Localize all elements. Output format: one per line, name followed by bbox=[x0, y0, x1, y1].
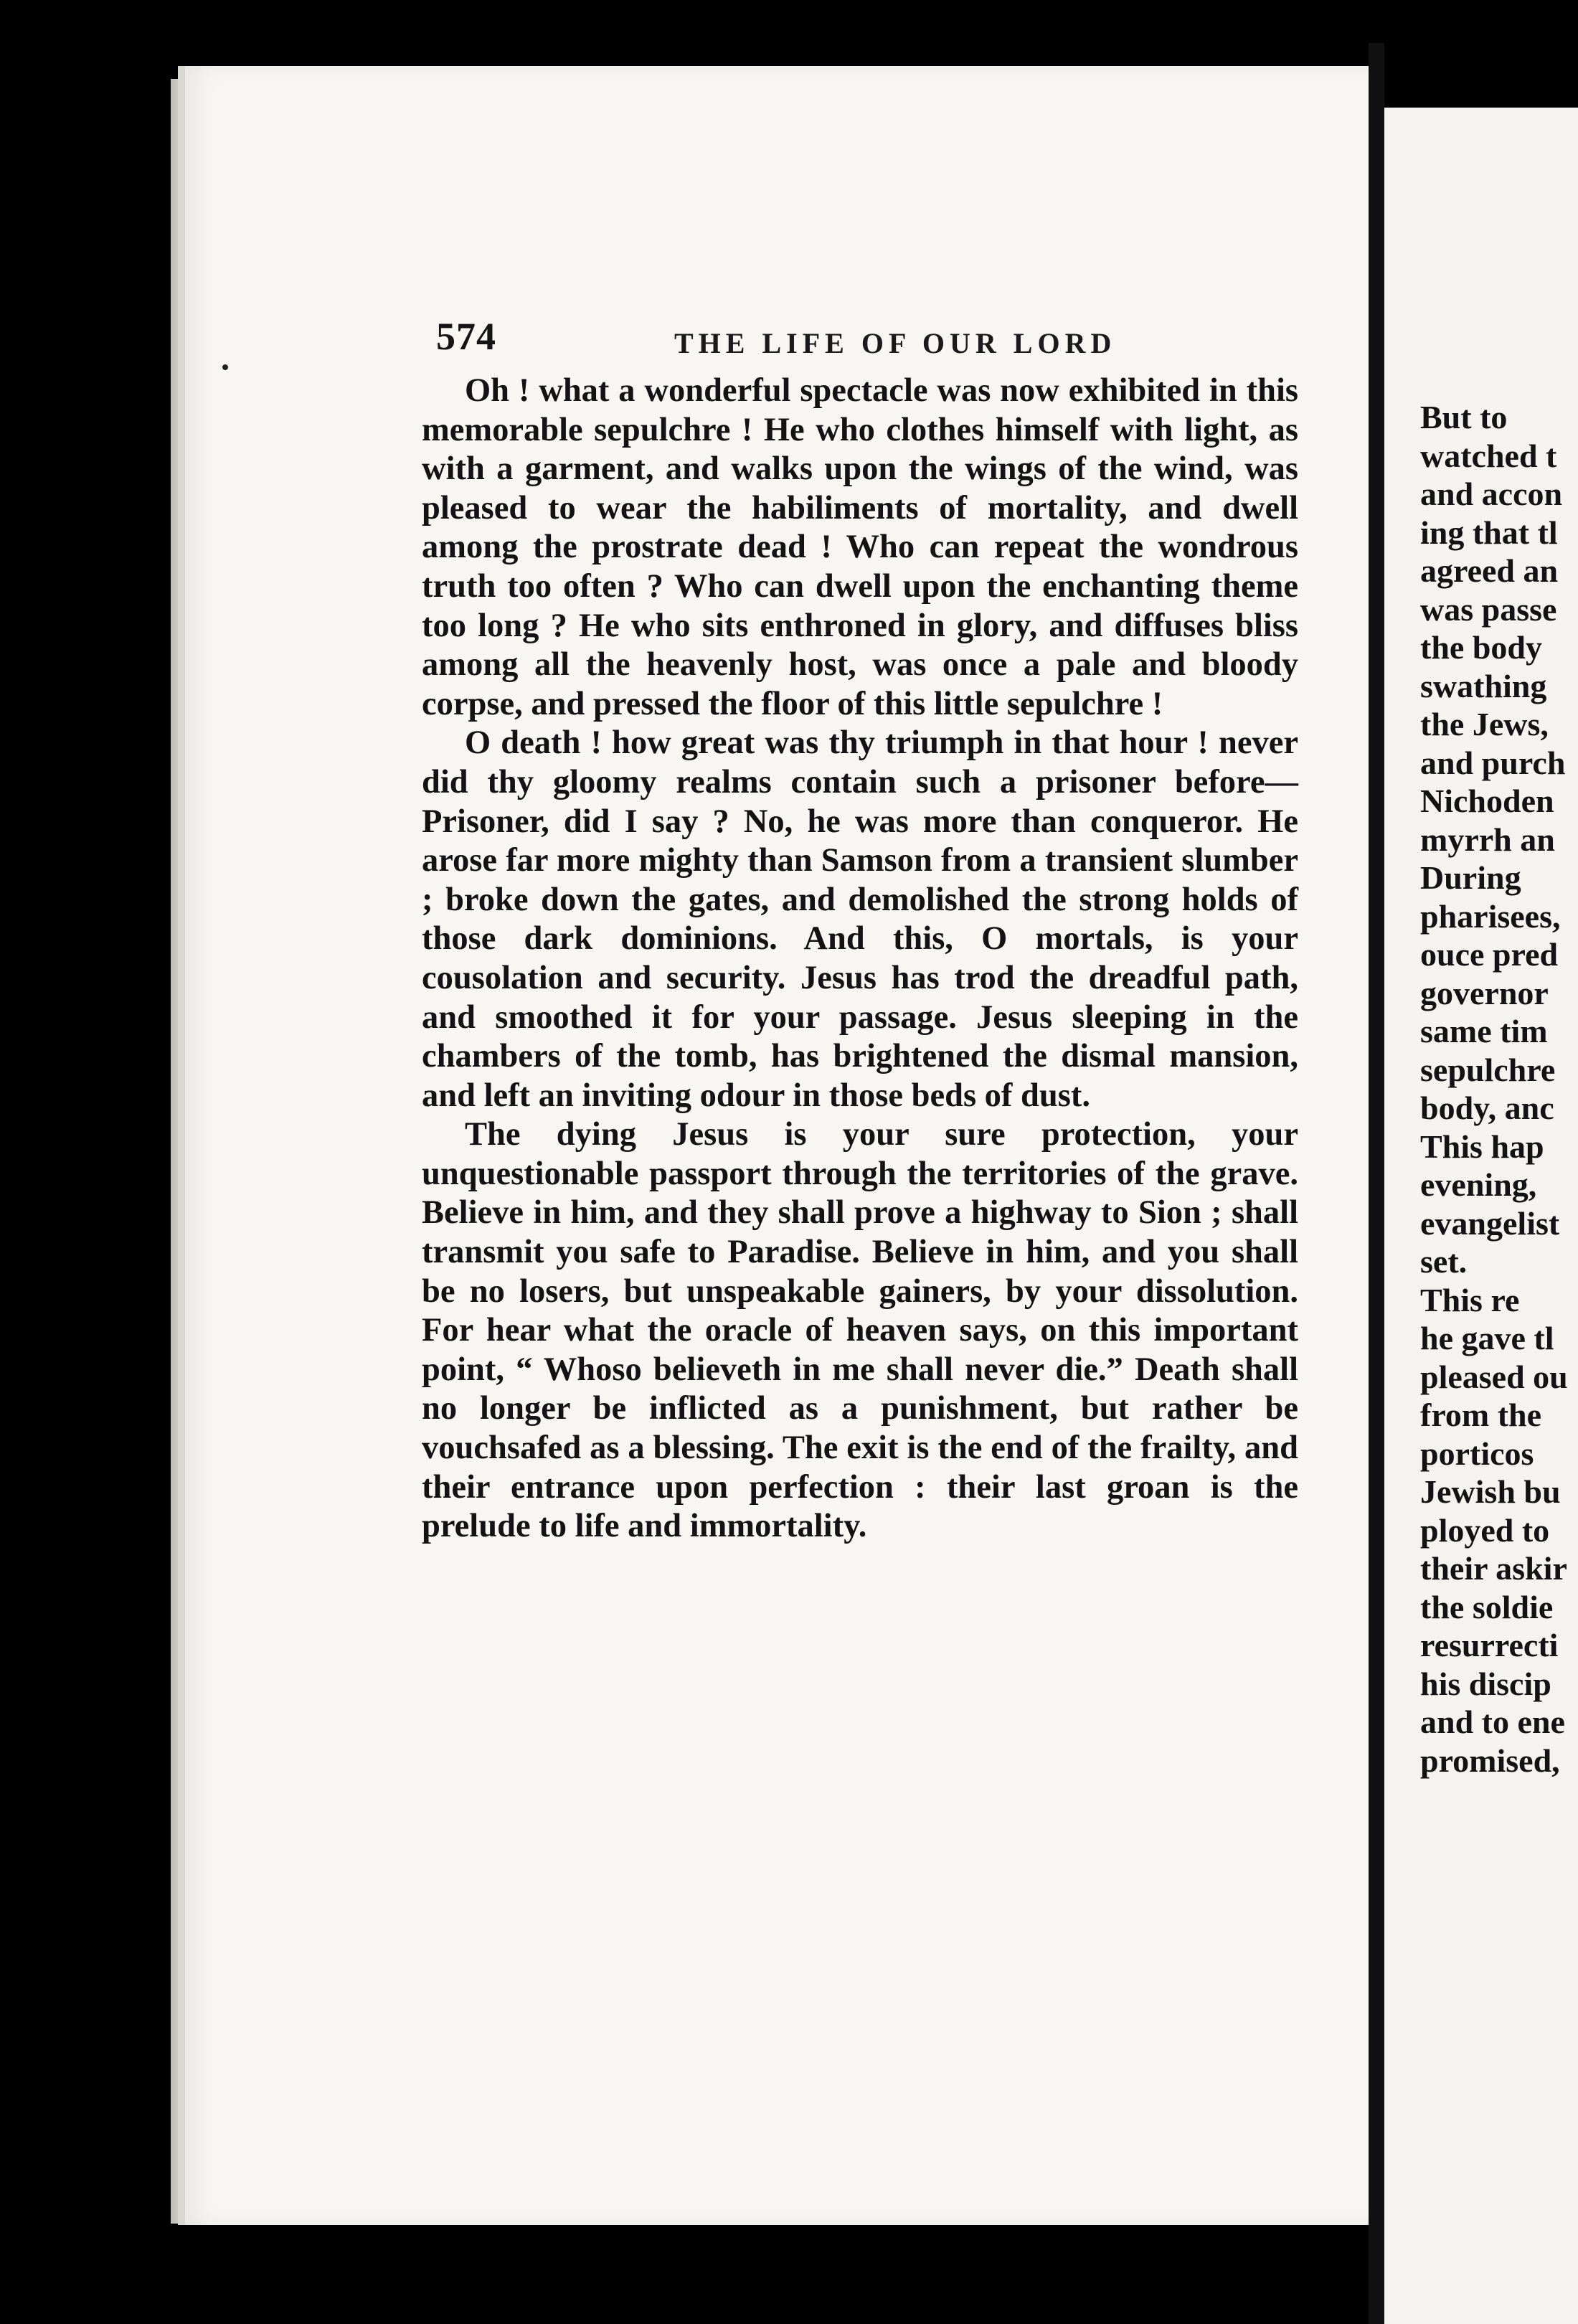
right-page-line: same tim bbox=[1420, 1013, 1548, 1049]
right-page-line: sepulchre bbox=[1420, 1051, 1556, 1088]
paragraph: The dying Jesus is your sure protection, your unquestionable passport through the territories of the grave. Believe in him, and they shall prove a highway to Sion ; shall transmit you safe to Paradise. Believe in him, and you shall be no losers, but unspeakable gainers, by your dissolution. For hear what the oracle of heaven says, on this important point, “ Whoso believeth in me shall never die.” Death shall no longer be inflicted as a punishment, but rather be vouchsafed as a blessing. The exit is the end of the frailty, and their entrance upon perfection : their last groan is the prelude to life and immortality. bbox=[422, 1116, 1298, 1545]
right-page-line: the Jews, bbox=[1420, 706, 1549, 742]
right-page-line: ployed to bbox=[1420, 1511, 1550, 1549]
right-page-line: and to ene bbox=[1420, 1704, 1565, 1740]
running-head: THE LIFE OF OUR LORD bbox=[674, 327, 1117, 359]
right-page-line: governor bbox=[1420, 974, 1549, 1011]
right-page-line: During bbox=[1420, 859, 1521, 896]
right-page-line: watched t bbox=[1420, 437, 1557, 474]
right-page-line: body, anc bbox=[1420, 1090, 1554, 1126]
right-page-line: promised, bbox=[1420, 1742, 1560, 1779]
right-page-line: was passe bbox=[1420, 590, 1557, 628]
ink-speck bbox=[222, 364, 228, 370]
right-page-line: pleased ou bbox=[1420, 1358, 1568, 1395]
paragraph: Oh ! what a wonderful spectacle was now exhibited in this memorable sepulchre ! He who clothes himself with light, as with a garment, and walks upon the wings of the wind, was pleased to wear the habiliments of mortality, and dwell among the prostrate dead ! Who can repeat the wondrous truth too often ? Who can dwell upon the enchanting theme too long ? He who sits enthroned in glory, and diffuses bliss among all the heavenly host, was once a pale and bloody corpse, and pressed the floor of this little sepulchre ! bbox=[422, 372, 1298, 722]
right-page-line: ouce pred bbox=[1420, 936, 1559, 973]
right-page-line: his discip bbox=[1420, 1665, 1551, 1702]
right-page-line: This hap bbox=[1420, 1128, 1544, 1165]
right-page-text bbox=[1420, 398, 1578, 1780]
right-page-line: resurrecti bbox=[1420, 1627, 1559, 1663]
right-page-line: set. bbox=[1420, 1243, 1468, 1280]
right-page-line: the soldie bbox=[1420, 1588, 1554, 1625]
right-page-line: swathing bbox=[1420, 667, 1547, 704]
right-page-line: evangelist bbox=[1420, 1204, 1560, 1242]
book-gutter bbox=[1369, 43, 1384, 2324]
right-page-line: and purch bbox=[1420, 744, 1566, 781]
right-page-line: he gave tl bbox=[1420, 1320, 1554, 1356]
left-page-body bbox=[422, 372, 1298, 1546]
right-page-line: myrrh an bbox=[1420, 821, 1555, 858]
right-page-line: Nichoden bbox=[1420, 783, 1554, 819]
right-page-line: agreed an bbox=[1420, 552, 1559, 589]
page-number: 574 bbox=[436, 315, 496, 358]
right-page-line: the body bbox=[1420, 629, 1542, 666]
right-page-line: from the bbox=[1420, 1397, 1542, 1433]
paragraph: O death ! how great was thy triumph in that hour ! never did thy gloomy realms contain such a prisoner before—Prisoner, did I say ? No, he was more than conqueror. He arose far more mighty than Samson from a transient slumber ; broke down the gates, and demolished the strong holds of those dark dominions. And this, O mortals, is your cousolation and security. Jesus has trod the dreadful path, and smoothed it for your passage. Jesus sleeping in the chambers of the tomb, has brightened the dismal mansion, and left an inviting odour in those beds of dust. bbox=[422, 724, 1298, 1114]
right-page-line: their askir bbox=[1420, 1550, 1567, 1587]
right-page-line: ing that tl bbox=[1420, 514, 1558, 551]
right-page-line: This re bbox=[1420, 1281, 1520, 1318]
right-page-line: evening, bbox=[1420, 1166, 1537, 1203]
right-page-line: Jewish bu bbox=[1420, 1473, 1561, 1510]
right-page-line: and accon bbox=[1420, 476, 1563, 512]
right-page-line: pharisees, bbox=[1420, 897, 1561, 935]
right-page-line: porticos bbox=[1420, 1435, 1534, 1472]
right-page bbox=[1384, 108, 1578, 2324]
right-page-line: But to bbox=[1420, 399, 1508, 435]
